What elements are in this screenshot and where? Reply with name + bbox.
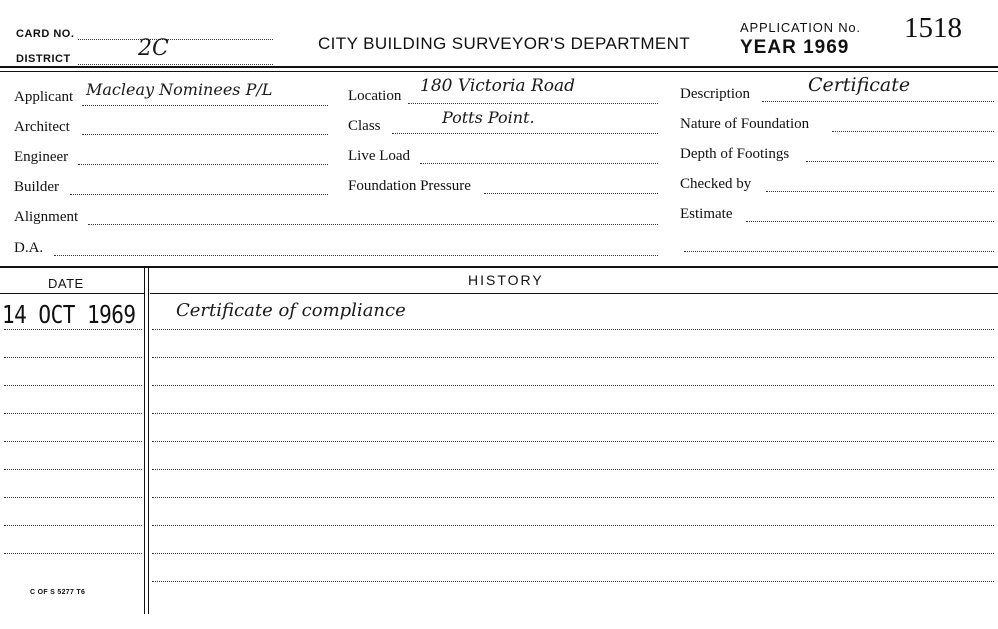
form-code: C OF S 5277 T6 (30, 589, 86, 596)
applicant-line (82, 105, 328, 106)
row-line-history (152, 469, 994, 470)
table-column-divider-b (148, 268, 149, 614)
class-label: Class (348, 118, 381, 134)
estimate-label: Estimate (680, 206, 733, 222)
row-line-date (4, 413, 142, 414)
header-rule-bottom (0, 71, 998, 72)
district-value: 2C (138, 36, 169, 61)
alignment-line (88, 224, 658, 225)
class-value: Potts Point. (442, 108, 535, 127)
foundation-pressure-line (484, 193, 658, 194)
history-entry: Certificate of compliance (176, 300, 406, 321)
builder-label: Builder (14, 179, 59, 195)
history-column-header: HISTORY (468, 272, 544, 288)
live-load-line (420, 163, 658, 164)
row-line-history (152, 441, 994, 442)
card-no-label: CARD NO. (16, 28, 75, 40)
checked-by-label: Checked by (680, 176, 752, 192)
nature-of-foundation-line (832, 131, 994, 132)
row-line-date (4, 441, 142, 442)
checked-by-line (766, 191, 994, 192)
extra-line (684, 251, 994, 252)
year-label: YEAR 1969 (740, 37, 850, 58)
row-line-history (152, 329, 994, 330)
row-line-history (152, 385, 994, 386)
date-column-header: DATE (48, 276, 84, 291)
description-label: Description (680, 86, 750, 102)
location-value: 180 Victoria Road (420, 76, 576, 96)
description-value: Certificate (808, 74, 911, 96)
depth-of-footings-label: Depth of Footings (680, 146, 790, 162)
row-line-history (152, 525, 994, 526)
row-line-history (152, 357, 994, 358)
description-line (762, 101, 994, 102)
row-line-date (4, 329, 142, 330)
table-rule-top (0, 266, 998, 268)
row-line-date (4, 525, 142, 526)
row-line-date (4, 553, 142, 554)
engineer-line (78, 164, 328, 165)
row-line-date (4, 385, 142, 386)
row-line-history (152, 497, 994, 498)
row-line-history (152, 413, 994, 414)
card-no-line (78, 39, 273, 40)
row-line-date (4, 469, 142, 470)
depth-of-footings-line (806, 161, 994, 162)
location-label: Location (348, 88, 402, 104)
table-column-divider-a (144, 268, 145, 614)
applicant-value: Macleay Nominees P/L (86, 80, 273, 99)
class-line (392, 133, 658, 134)
alignment-label: Alignment (14, 209, 79, 225)
da-label: D.A. (14, 240, 44, 256)
history-date: 14 OCT 1969 (2, 300, 136, 329)
row-line-history (152, 581, 994, 582)
district-line (78, 64, 273, 65)
table-header-rule-right (150, 293, 998, 294)
location-line (408, 103, 658, 104)
application-number: 1518 (904, 12, 962, 44)
district-label: DISTRICT (16, 53, 71, 65)
row-line-date (4, 497, 142, 498)
header-rule-top (0, 66, 998, 68)
applicant-label: Applicant (14, 89, 74, 105)
da-line (54, 255, 658, 256)
engineer-label: Engineer (14, 149, 69, 165)
live-load-label: Live Load (348, 148, 411, 164)
architect-line (82, 134, 328, 135)
nature-of-foundation-label: Nature of Foundation (680, 116, 810, 132)
architect-label: Architect (14, 119, 70, 135)
application-label: APPLICATION No. (740, 20, 861, 35)
department-title: CITY BUILDING SURVEYOR'S DEPARTMENT (318, 34, 691, 53)
estimate-line (746, 221, 994, 222)
row-line-history (152, 553, 994, 554)
table-header-rule-left (0, 293, 144, 294)
builder-line (70, 194, 328, 195)
row-line-date (4, 357, 142, 358)
foundation-pressure-label: Foundation Pressure (348, 178, 471, 194)
